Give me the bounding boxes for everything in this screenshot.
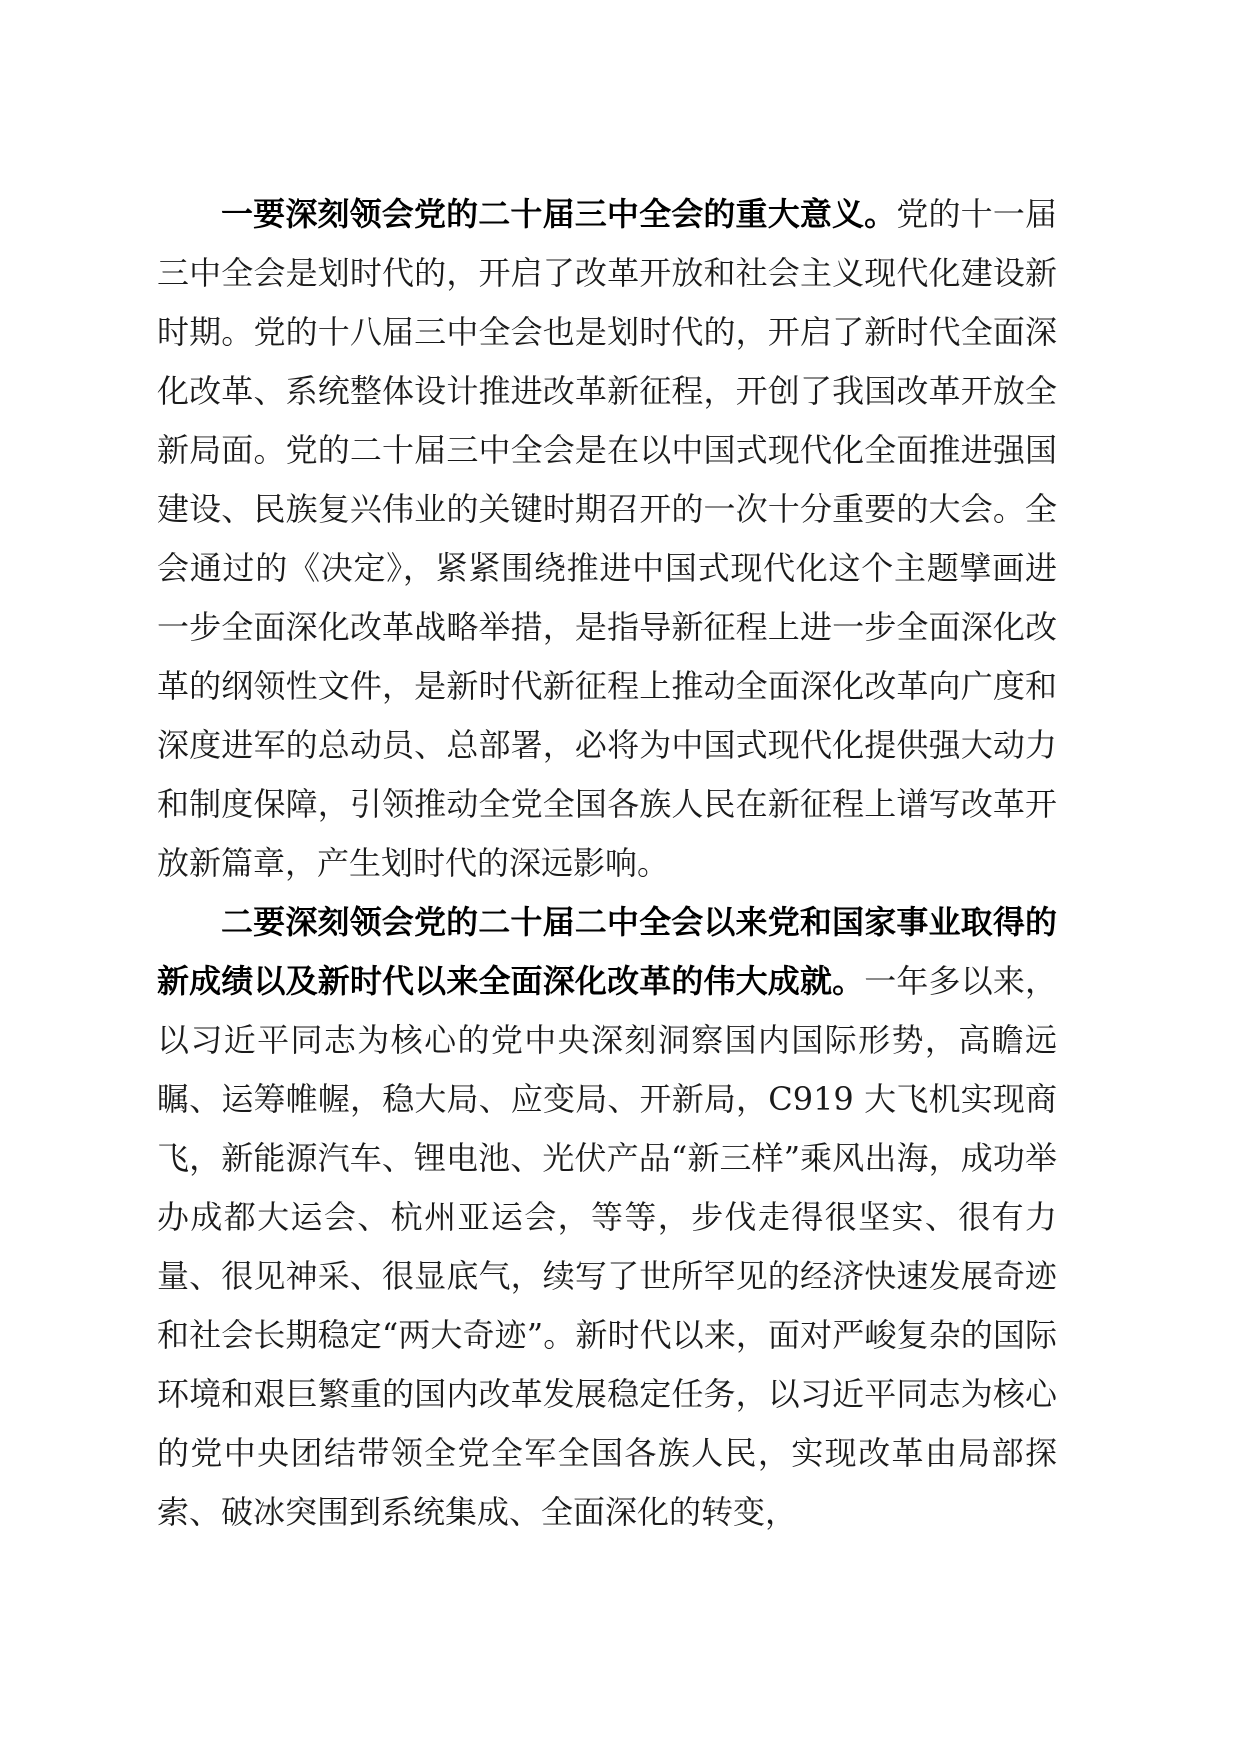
document-body: [157, 185, 1057, 1542]
paragraph-1-text: 党的十一届三中全会是划时代的，开启了改革开放和社会主义现代化建设新时期。党的十八届三中全会也是划时代的，开启了新时代全面深化改革、系统整体设计推进改革新征程，开创了我国改革开放全新局面。党的二十届三中全会是在以中国式现代化全面推进强国建设、民族复兴伟业的关键时期召开的一次十分重要的大会。全会通过的《决定》，紧紧围绕推进中国式现代化这个主题擘画进一步全面深化改革战略举措，是指导新征程上进一步全面深化改革的纲领性文件，是新时代新征程上推动全面深化改革向广度和深度进军的总动员、总部署，必将为中国式现代化提供强大动力和制度保障，引领推动全党全国各族人民在新征程上谱写改革开放新篇章，产生划时代的深远影响。: [157, 195, 1057, 882]
paragraph-2: [157, 893, 1057, 1542]
paragraph-1: [157, 185, 1057, 893]
paragraph-1-heading: 一要深刻领会党的二十届三中全会的重大意义。: [221, 195, 897, 233]
paragraph-2-text: 一年多以来，以习近平同志为核心的党中央深刻洞察国内国际形势，高瞻远瞩、运筹帷幄，稳大局、应变局、开新局，C919 大飞机实现商飞，新能源汽车、锂电池、光伏产品“新三样”乘风出海，成功举办成都大运会、杭州亚运会，等等，步伐走得很坚实、很有力量、很见神采、很显底气，续写了世所罕见的经济快速发展奇迹和社会长期稳定“两大奇迹”。新时代以来，面对严峻复杂的国际环境和艰巨繁重的国内改革发展稳定任务，以习近平同志为核心的党中央团结带领全党全军全国各族人民，实现改革由局部探索、破冰突围到系统集成、全面深化的转变，: [157, 962, 1057, 1531]
paragraph-2-heading: 二要深刻领会党的二十届二中全会以来党和国家事业取得的新成绩以及新时代以来全面深化改革的伟大成就。: [157, 903, 1057, 1000]
